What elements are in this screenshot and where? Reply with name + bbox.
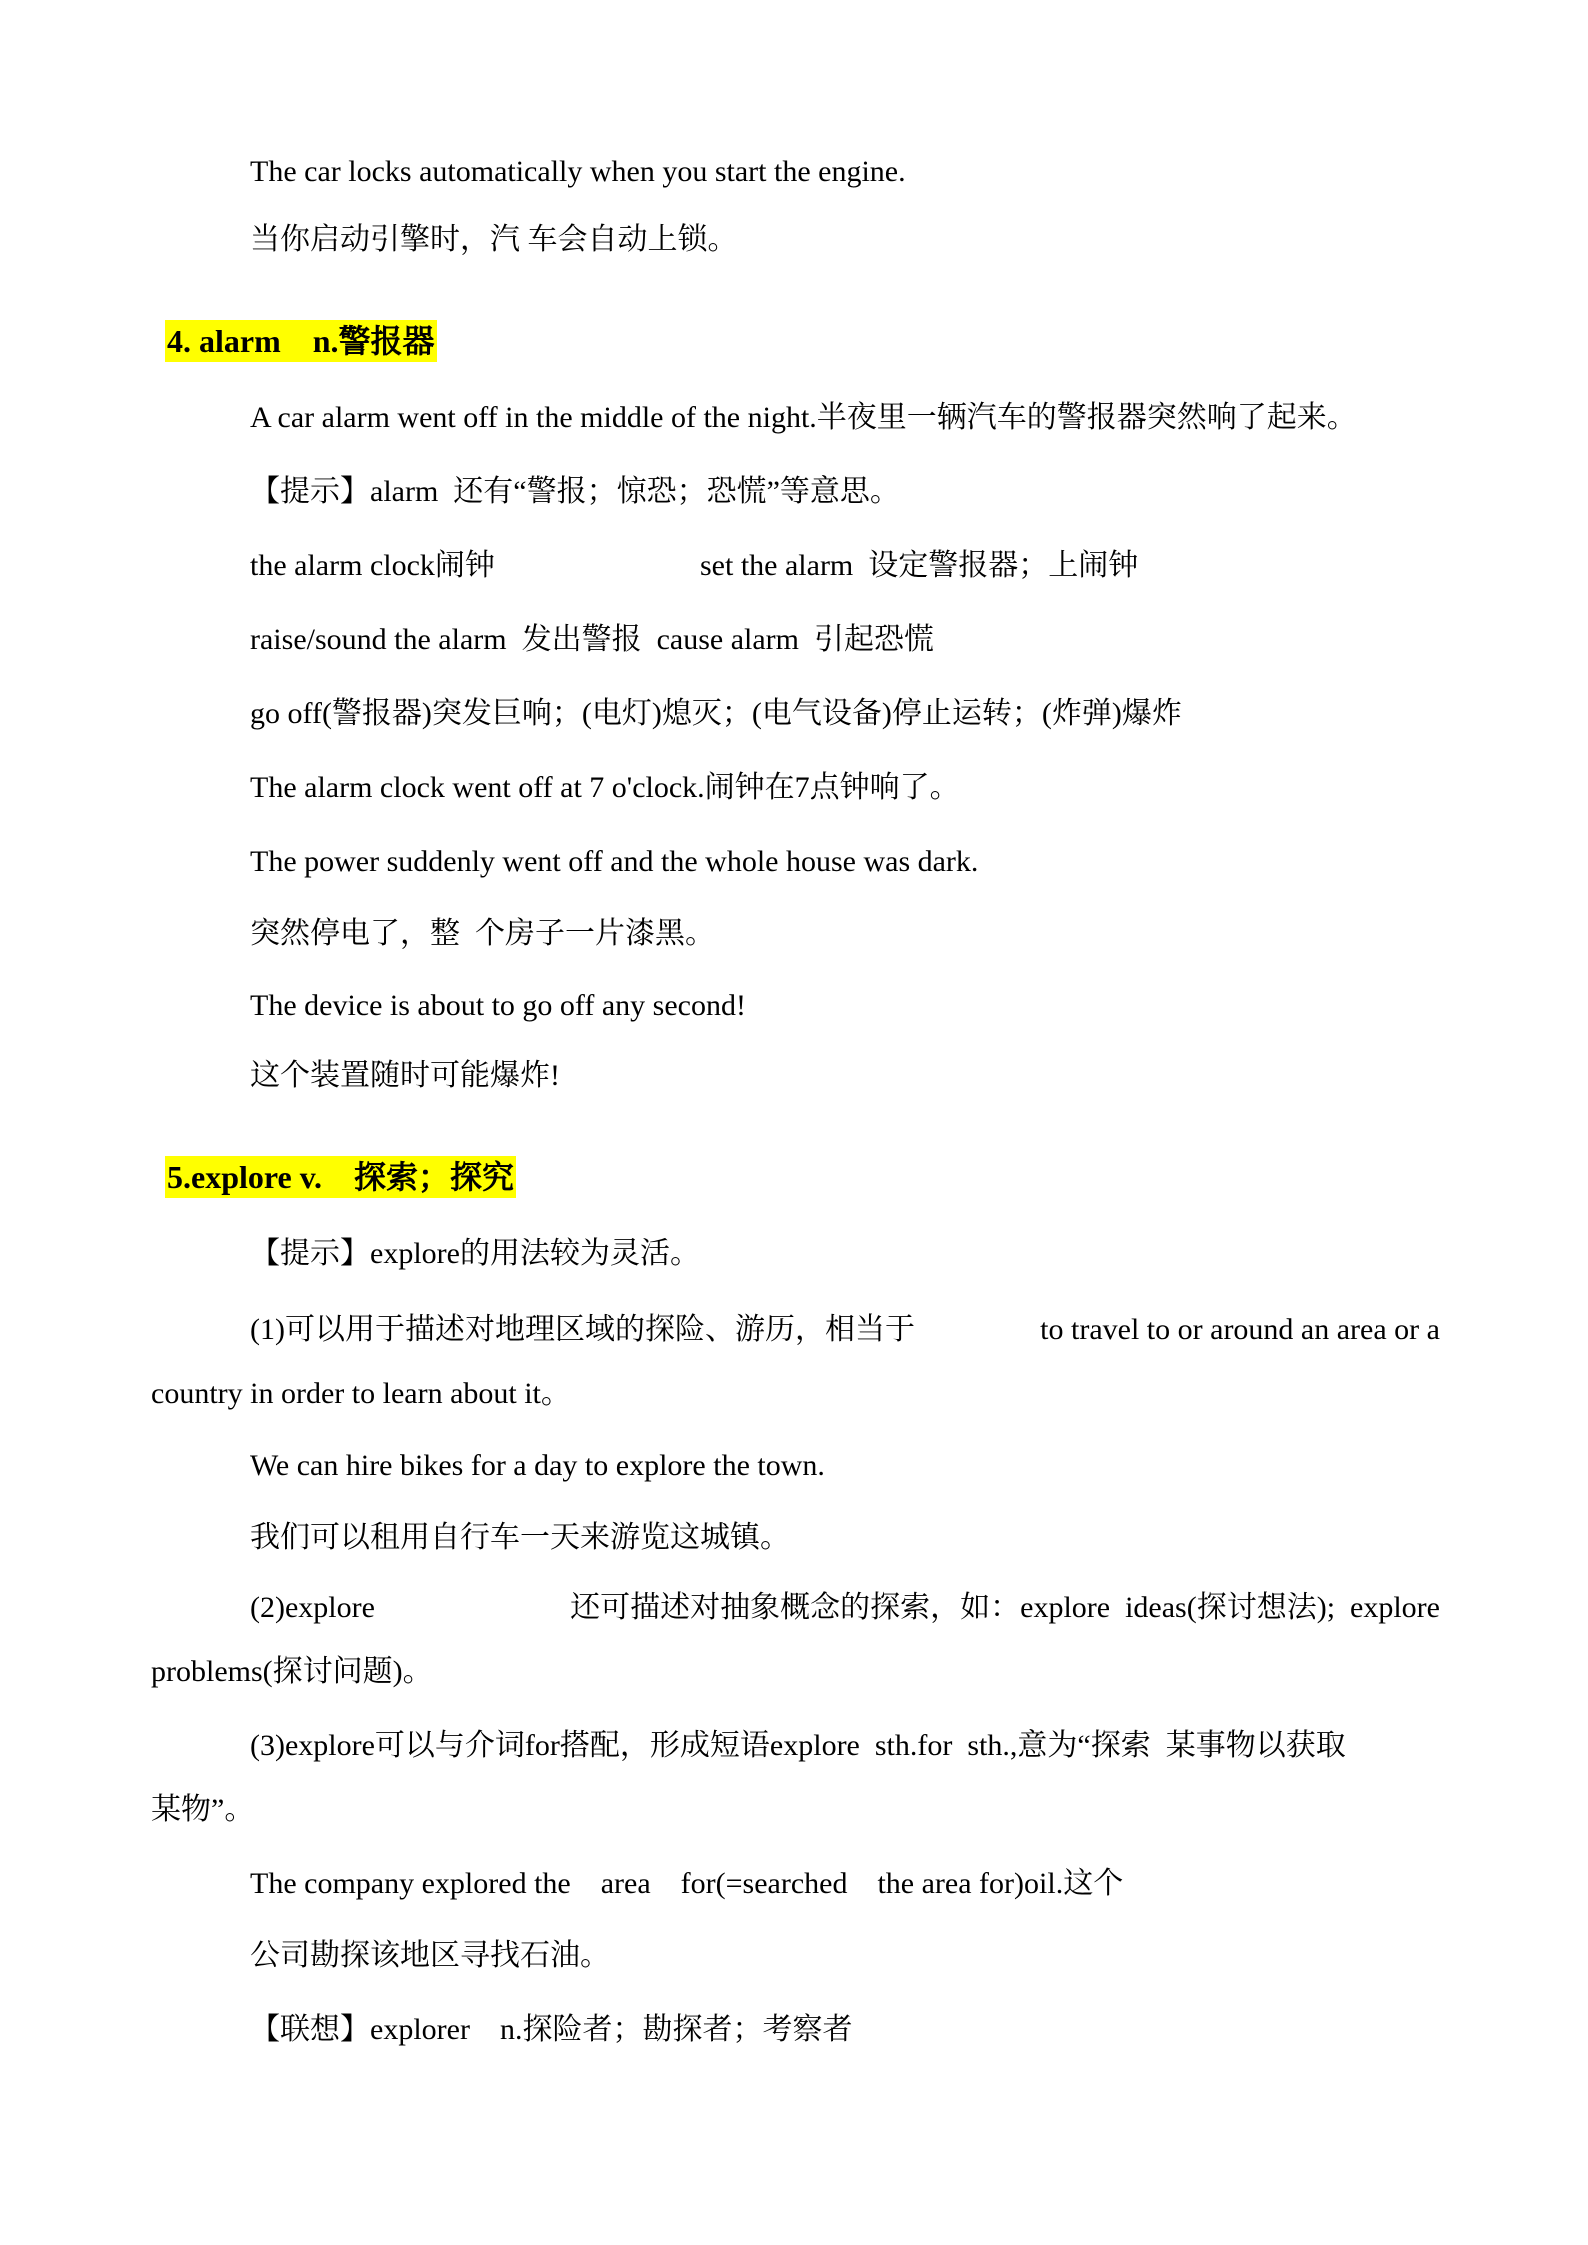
example-sentence: The company explored the area for(=searched the area for)oil.这个 — [250, 1867, 1124, 1900]
usage-line-continued: country in order to learn about it。 — [151, 1377, 571, 1410]
usage-line-continued: 某物”。 — [151, 1793, 255, 1826]
example-translation: 我们可以租用自行车一天来游览这城镇。 — [250, 1521, 790, 1554]
example-translation: 当你启动引擎时，汽 车会自动上锁。 — [250, 223, 738, 256]
example-sentence: The car locks automatically when you start the engine. — [250, 155, 906, 188]
section-heading-alarm: 4. alarm n.警报器 — [165, 320, 437, 362]
phrase-line — [250, 546, 1139, 586]
usage-line — [250, 1310, 1440, 1350]
example-translation: 突然停电了，整 个房子一片漆黑。 — [250, 917, 715, 950]
phrase-line: raise/sound the alarm 发出警报 cause alarm 引起恐慌 — [250, 623, 934, 656]
phrase: the alarm clock闹钟 — [250, 549, 495, 582]
section-heading-explore: 5.explore v. 探索；探究 — [165, 1156, 516, 1198]
example-sentence: The device is about to go off any second! — [250, 989, 746, 1022]
example-sentence: A car alarm went off in the middle of the night.半夜里一辆汽车的警报器突然响了起来。 — [250, 401, 1357, 434]
usage-text: 还可描述对抽象概念的探索，如：explore ideas(探讨想法); explore — [570, 1591, 1440, 1624]
usage-line-continued: problems(探讨问题)。 — [151, 1655, 433, 1688]
usage-line — [250, 1588, 1440, 1628]
usage-text: to travel to or around an area or a — [1040, 1313, 1440, 1346]
association-line: 【联想】explorer n.探险者；勘探者；考察者 — [250, 2013, 853, 2046]
definition-line: go off(警报器)突发巨响；(电灯)熄灭；(电气设备)停止运转；(炸弹)爆炸 — [250, 697, 1182, 730]
example-translation: 这个装置随时可能爆炸! — [250, 1059, 560, 1092]
tip-line: 【提示】alarm 还有“警报；惊恐；恐慌”等意思。 — [250, 475, 900, 508]
usage-line: (3)explore可以与介词for搭配，形成短语explore sth.for sth.,意为“探索 某事物以获取 — [250, 1729, 1346, 1762]
example-translation: 公司勘探该地区寻找石油。 — [250, 1939, 610, 1972]
tip-line: 【提示】explore的用法较为灵活。 — [250, 1237, 700, 1270]
phrase: set the alarm 设定警报器；上闹钟 — [700, 549, 1139, 582]
example-sentence: We can hire bikes for a day to explore the town. — [250, 1449, 825, 1482]
example-sentence: The power suddenly went off and the whole house was dark. — [250, 845, 979, 878]
usage-text: (2)explore — [250, 1591, 375, 1624]
example-sentence: The alarm clock went off at 7 o'clock.闹钟在7点钟响了。 — [250, 771, 960, 804]
usage-text: (1)可以用于描述对地理区域的探险、游历，相当于 — [250, 1313, 915, 1346]
